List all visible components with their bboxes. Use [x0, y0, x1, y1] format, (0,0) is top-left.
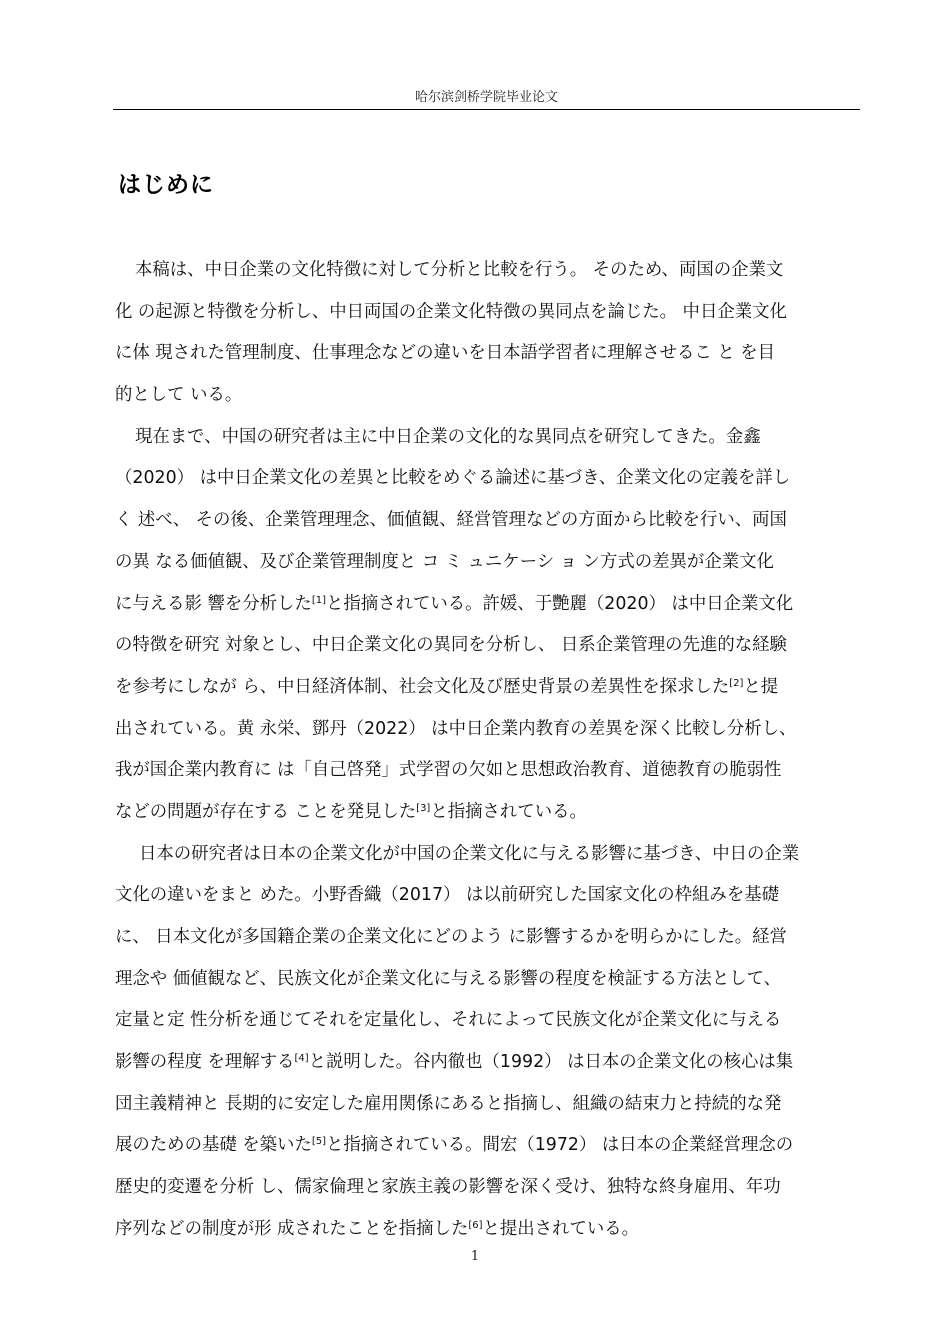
text-line: [115, 417, 860, 459]
text-line: [115, 1084, 860, 1126]
citation-ref[interactable]: [6]: [468, 1219, 483, 1231]
text-run: の異 なる価値観、及び企業管理制度と コ ミ ュニケーシ ョ ン方式の差異が企業文化: [115, 551, 774, 572]
text-run: と提出されている。: [482, 1218, 640, 1239]
text-run: 歴史的変遷を分析 し、儒家倫理と家族主義の影響を深く受け、独特な終身雇用、年功: [115, 1177, 781, 1198]
text-line: [115, 834, 860, 876]
text-run: 影響の程度 を理解する: [115, 1052, 295, 1073]
citation-ref[interactable]: [1]: [311, 594, 326, 606]
text-line: [115, 1125, 860, 1167]
text-line: [115, 875, 860, 917]
running-header: 哈尔滨剑桥学院毕业论文: [113, 86, 860, 110]
text-line: [115, 917, 860, 959]
text-run: 化 の起源と特徴を分析し、中日両国の企業文化特徴の異同点を論じた。 中日企業文化: [115, 301, 787, 322]
paragraph: [115, 417, 860, 834]
text-run: と指摘されている。許媛、于艷麗（2020） は中日企業文化: [326, 593, 794, 614]
text-run: 定量と定 性分析を通じてそれを定量化し、それによって民族文化が企業文化に与える: [115, 1010, 782, 1031]
text-run: 展のための基礎 を築いた: [115, 1135, 312, 1156]
text-line: [115, 959, 860, 1001]
paragraph: [115, 834, 860, 1251]
text-run: を参考にしなが ら、中日経済体制、社会文化及び歴史背景の差異性を探求した: [115, 676, 730, 697]
text-run: と指摘されている。: [430, 801, 587, 822]
text-line: [115, 333, 860, 375]
text-line: [115, 458, 860, 500]
text-line: [115, 584, 860, 626]
citation-ref[interactable]: [2]: [729, 677, 744, 689]
text-line: [115, 625, 860, 667]
text-line: [115, 1209, 860, 1251]
text-run: の特徴を研究 対象とし、中日企業文化の異同を分析し、 日系企業管理の先進的な経験: [115, 635, 787, 656]
text-run: 文化の違いをまと めた。小野香織（2017） は以前研究した国家文化の枠組みを基礎: [115, 885, 779, 906]
text-run: 出されている。黄 永栄、鄧丹（2022） は中日企業内教育の差異を深く比較し分析し、: [115, 718, 797, 739]
body-text: [115, 250, 860, 1251]
text-line: [115, 375, 860, 417]
text-run: に与える影 響を分析した: [115, 593, 312, 614]
text-run: 我が国企業内教育に は「自己啓発」式学習の欠如と思想政治教育、道徳教育の脆弱性: [115, 760, 782, 781]
text-run: 理念や 価値観など、民族文化が企業文化に与える影響の程度を検証する方法として、: [115, 968, 782, 989]
text-line: [115, 667, 860, 709]
text-line: [115, 1000, 860, 1042]
text-run: などの問題が存在する ことを発見した: [115, 801, 417, 822]
text-run: 現在まで、中国の研究者は主に中日企業の文化的な異同点を研究してきた。金鑫: [135, 426, 761, 447]
text-line: [115, 542, 860, 584]
page-number: 1: [470, 1249, 480, 1264]
text-run: 日本の研究者は日本の企業文化が中国の企業文化に与える影響に基づき、中日の企業: [139, 843, 800, 864]
text-run: （2020） は中日企業文化の差異と比較をめぐる論述に基づき、企業文化の定義を詳し: [115, 468, 791, 489]
text-run: 的として いる。: [115, 385, 243, 406]
text-line: [115, 1167, 860, 1209]
text-run: と説明した。谷内徹也（1992） は日本の企業文化の核心は集: [308, 1052, 794, 1073]
text-run: 本稿は、中日企業の文化特徴に対して分析と比較を行う。 そのため、両国の企業文: [135, 260, 784, 280]
text-line: [115, 250, 860, 292]
citation-ref[interactable]: [5]: [311, 1136, 326, 1148]
paragraph: [115, 250, 860, 417]
text-line: [115, 1042, 860, 1084]
text-run: と提: [743, 676, 779, 697]
text-line: [115, 292, 860, 334]
text-run: に体 現された管理制度、仕事理念などの違いを日本語学習者に理解させるこ と を目: [115, 343, 776, 364]
text-run: 序列などの制度が形 成されたことを指摘した: [115, 1218, 469, 1239]
text-run: と指摘されている。間宏（1972） は日本の企業経営理念の: [326, 1135, 794, 1156]
text-run: 団主義精神と 長期的に安定した雇用関係にあると指摘し、組織の結束力と持続的な発: [115, 1093, 782, 1114]
text-line: [115, 709, 860, 751]
citation-ref[interactable]: [3]: [416, 802, 431, 814]
section-title: はじめに: [118, 172, 214, 198]
text-line: [115, 500, 860, 542]
text-run: く 述べ、 その後、企業管理理念、価値観、経営管理などの方面から比較を行い、両国: [115, 510, 787, 531]
text-line: [115, 792, 860, 834]
text-line: [115, 750, 860, 792]
text-run: に、 日本文化が多国籍企業の企業文化にどのよう に影響するかを明らかにした。経営: [115, 927, 787, 947]
citation-ref[interactable]: [4]: [294, 1053, 309, 1065]
